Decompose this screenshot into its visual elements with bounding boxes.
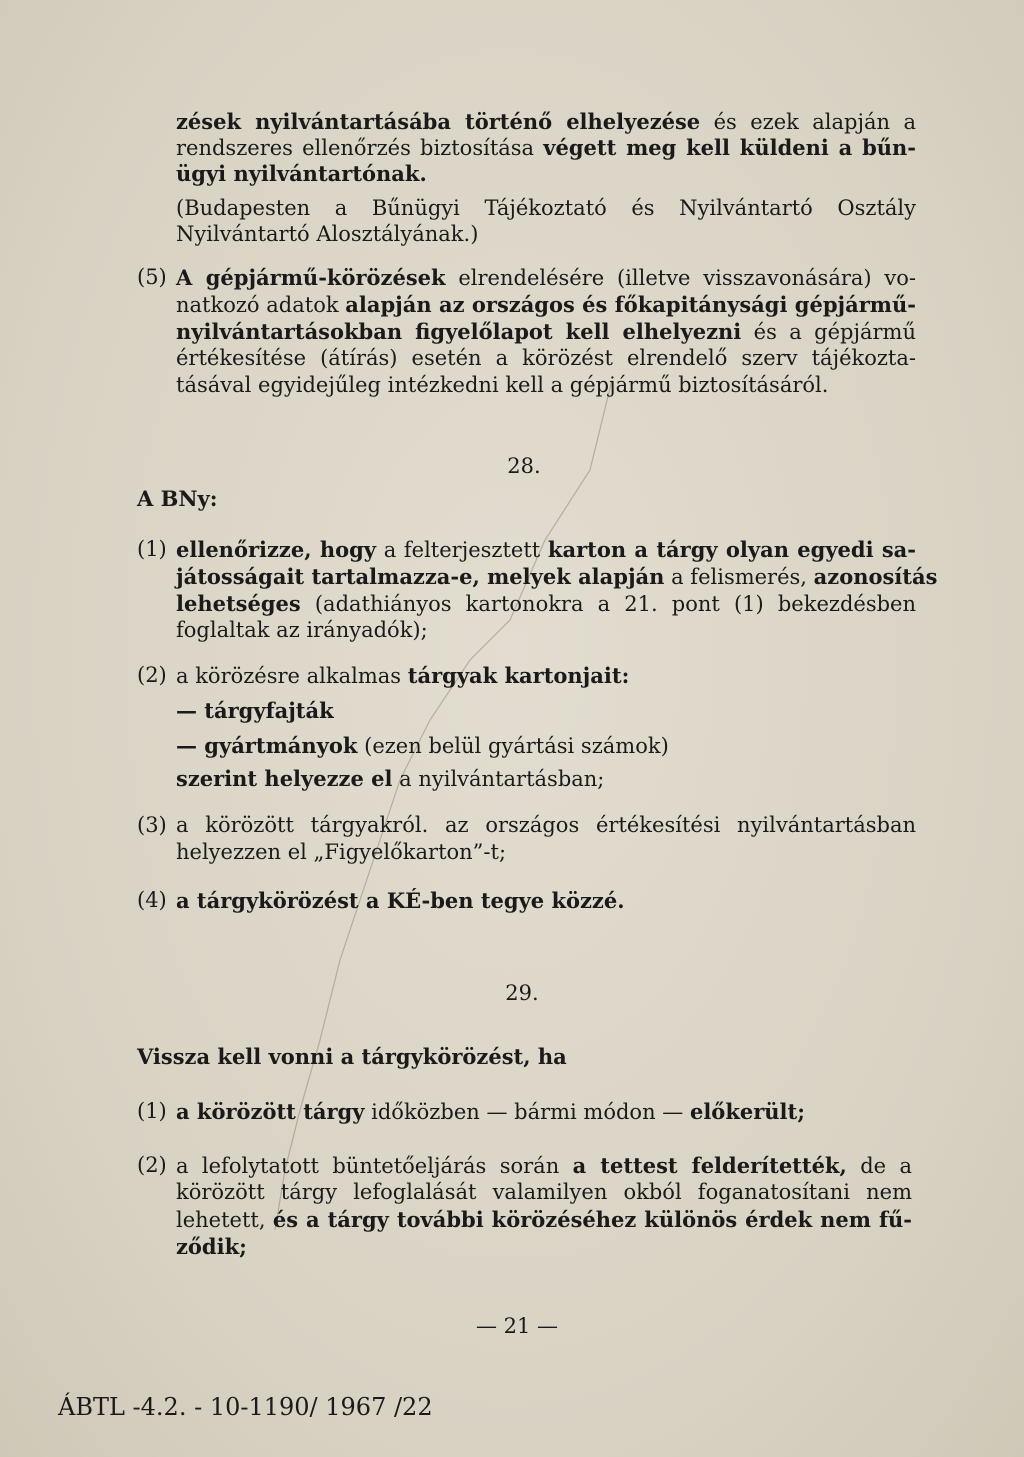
section-29-intro: Vissza kell vonni a tárgykörözést, ha <box>137 1044 567 1069</box>
section-28-item-2-line-1: a körözésre alkalmas tárgyak kartonjait: <box>176 663 630 688</box>
section-28-item-4-number: (4) <box>137 888 167 912</box>
section-28-item-1-number: (1) <box>137 537 167 561</box>
section-29-item-1-text: a körözött tárgy időközben — bármi módon — előkerült; <box>176 1099 805 1124</box>
section-28-item-2-dash-2: — gyártmányok (ezen belül gyártási számok) <box>176 733 669 758</box>
section-28-item-1-line-3: lehetséges (adathiányos kartonokra a 21. pont (1) bekezdésben <box>176 591 916 616</box>
page-number: — 21 — <box>475 1314 559 1338</box>
section-28-item-2-line-end: szerint helyezze el a nyilvántartásban; <box>176 766 605 791</box>
carry-over-line-5: Nyilvántartó Alosztályának.) <box>176 222 479 246</box>
section-28-intro: A BNy: <box>137 486 218 511</box>
section-28-item-1-line-2: játosságait tartalmazza-e, melyek alapján a felismerés, azonosítás <box>176 564 938 589</box>
paragraph-5-line-5: tásával egyidejűleg intézkedni kell a gépjármű biztosításáról. <box>176 373 829 397</box>
section-28-item-3-number: (3) <box>137 813 167 837</box>
paragraph-5-number: (5) <box>137 265 167 289</box>
section-28-item-3-line-2: helyezzen el „Figyelőkarton”-t; <box>176 840 507 864</box>
carry-over-line-3: ügyi nyilvántartónak. <box>176 161 427 186</box>
paragraph-5-line-4: értékesítése (átírás) esetén a körözést elrendelő szerv tájékozta- <box>176 346 916 370</box>
section-28-item-1-line-1: ellenőrizze, hogy a felterjesztett karton a tárgy olyan egyedi sa- <box>176 537 917 562</box>
section-29-item-2-line-3: lehetett, és a tárgy további körözéséhez különös érdek nem fű- <box>176 1207 912 1232</box>
section-29-item-1-number: (1) <box>137 1099 167 1123</box>
section-29-item-2-line-4: ződik; <box>176 1234 247 1259</box>
carry-over-line-2: rendszeres ellenőrzés biztosítása végett meg kell küldeni a bűn- <box>176 135 916 160</box>
section-29-heading: 29. <box>505 981 539 1005</box>
section-29-item-2-line-2: körözött tárgy lefoglalását valamilyen okból foganatosítani nem <box>176 1180 912 1204</box>
section-28-item-1-line-4: foglaltak az irányadók); <box>176 618 428 642</box>
section-28-item-3-line-1: a körözött tárgyakról. az országos értékesítési nyilvántartásban <box>176 813 916 837</box>
section-29-item-2-number: (2) <box>137 1153 167 1177</box>
section-28-heading: 28. <box>507 454 541 478</box>
section-29-item-2-line-1: a lefolytatott büntetőeljárás során a tettest felderítették, de a <box>176 1153 913 1178</box>
carry-over-line-1: zések nyilvántartásába történő elhelyezése és ezek alapján a <box>176 109 916 134</box>
carry-over-line-4: (Budapesten a Bűnügyi Tájékoztató és Nyilvántartó Osztály <box>176 196 916 220</box>
archive-reference: ÁBTL -4.2. - 10-1190/ 1967 /22 <box>58 1393 433 1421</box>
section-28-item-4-text: a tárgykörözést a KÉ-ben tegye közzé. <box>176 888 625 913</box>
section-28-item-2-dash-1: — tárgyfajták <box>176 698 334 723</box>
section-28-item-2-number: (2) <box>137 663 167 687</box>
paragraph-5-line-2: natkozó adatok alapján az országos és főkapitánysági gépjármű- <box>176 292 916 317</box>
paragraph-5-line-1: A gépjármű-körözések elrendelésére (illetve visszavonására) vo- <box>176 265 916 290</box>
paragraph-5-line-3: nyilvántartásokban figyelőlapot kell elhelyezni és a gépjármű <box>176 319 916 344</box>
